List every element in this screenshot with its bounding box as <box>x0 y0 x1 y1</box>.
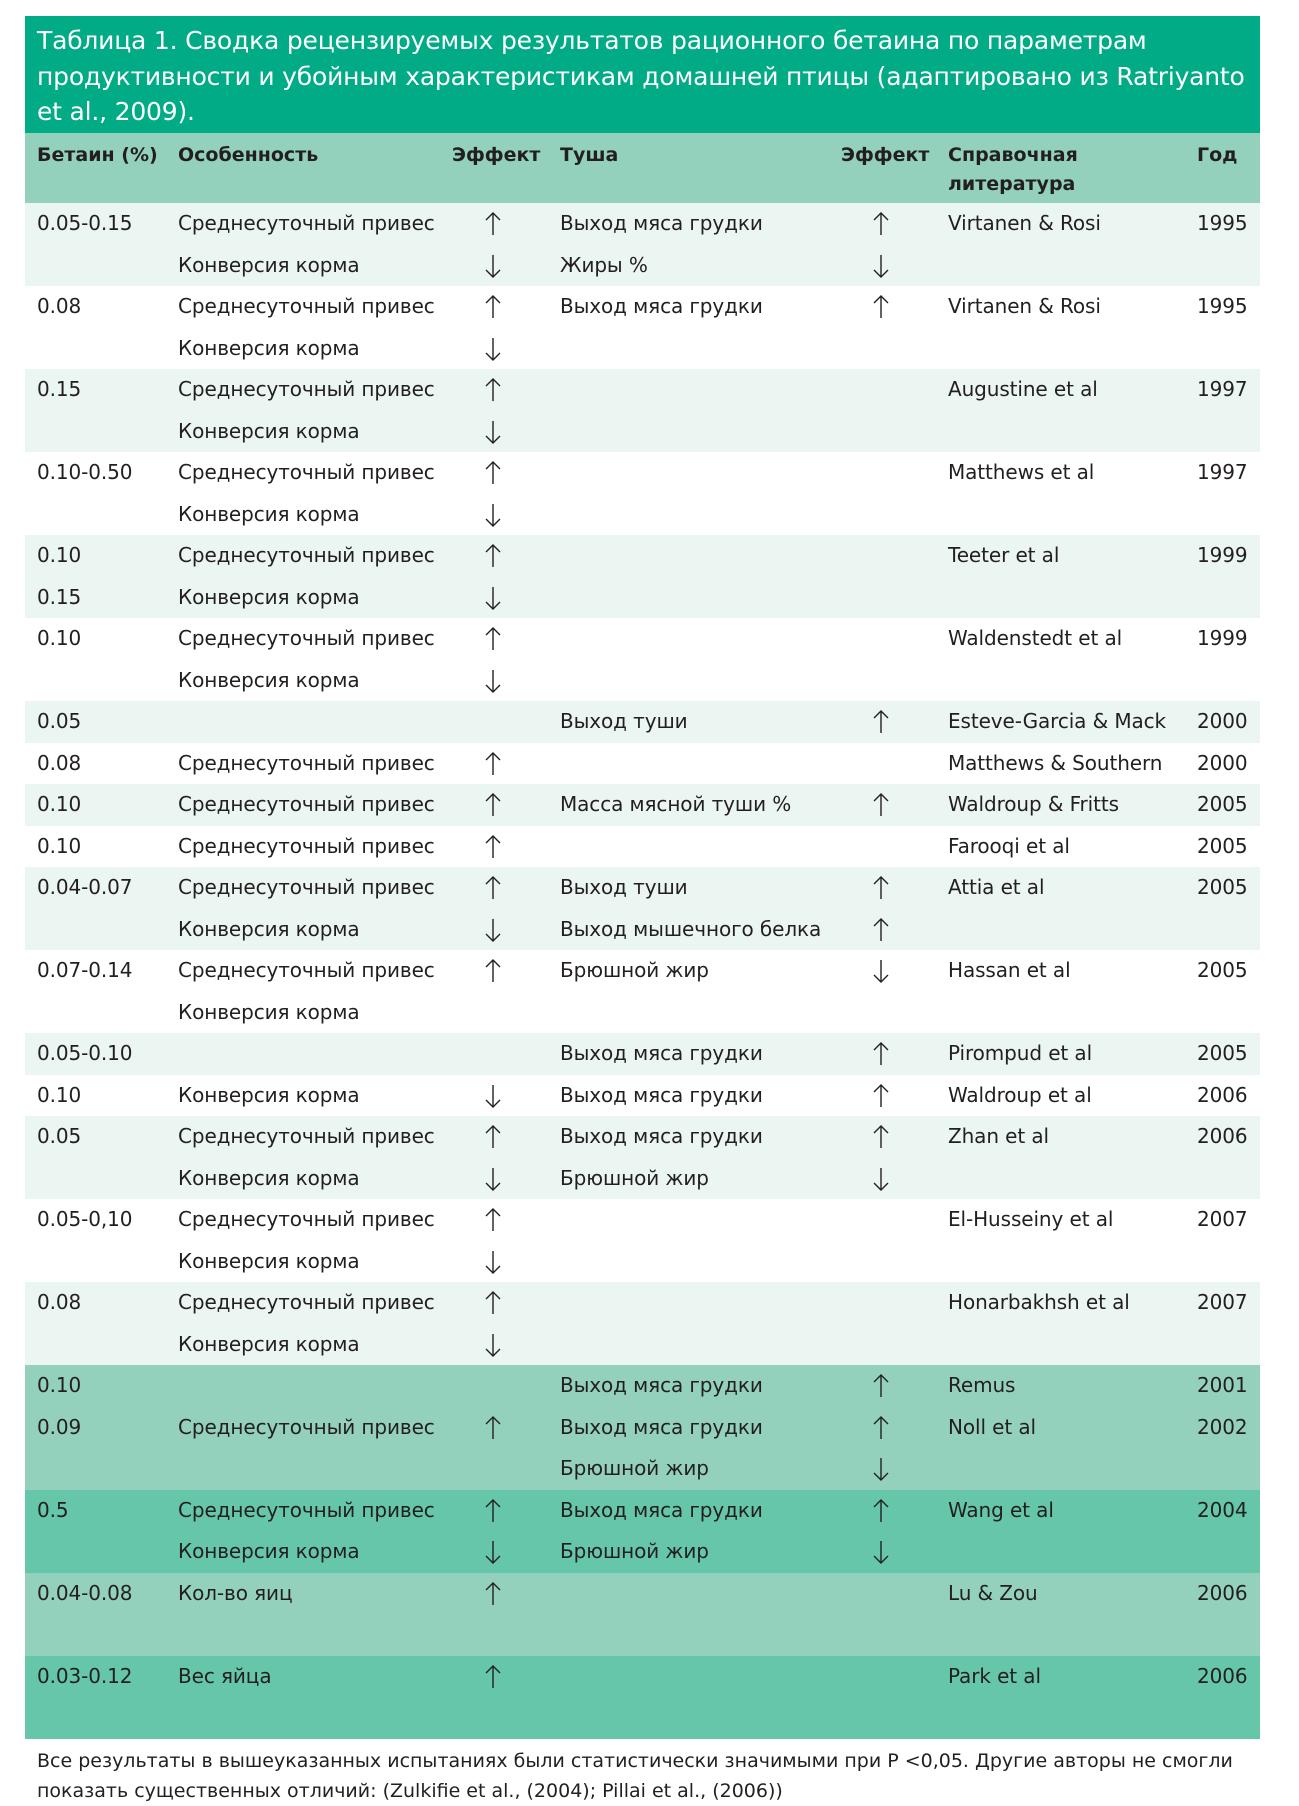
cell-reference: Remus <box>948 1373 1016 1397</box>
cell-feature: Среднесуточный привес <box>178 626 435 650</box>
cell-year: 2004 <box>1197 1497 1248 1522</box>
header-betaine: Бетаин (%) <box>37 144 158 166</box>
cell-betaine: 0.15 <box>37 584 82 609</box>
table-row <box>25 909 1260 951</box>
cell-carcass: Масса мясной туши % <box>560 792 792 816</box>
cell-feature: Среднесуточный привес <box>178 958 435 982</box>
table-row <box>25 286 1260 328</box>
header-effect-1: Эффект <box>452 144 541 166</box>
cell-betaine: 0.04-0.07 <box>37 875 133 899</box>
cell-feature: Конверсия корма <box>178 252 360 277</box>
cell-feature: Конверсия корма <box>178 1539 360 1563</box>
cell-carcass: Выход мяса грудки <box>560 1414 763 1439</box>
cell-betaine: 0.05-0,10 <box>37 1207 133 1231</box>
cell-carcass: Выход мяса грудки <box>560 1373 763 1397</box>
cell-betaine: 0.08 <box>37 294 82 318</box>
cell-betaine: 0.10-0.50 <box>37 460 133 484</box>
table-row <box>25 992 1260 1034</box>
table-row <box>25 369 1260 411</box>
cell-betaine: 0.10 <box>37 626 82 650</box>
cell-betaine: 0.05 <box>37 1124 82 1148</box>
table-row-group <box>25 950 1260 1033</box>
cell-carcass: Выход мяса грудки <box>560 1041 763 1065</box>
cell-feature: Конверсия корма <box>178 335 360 360</box>
table-row-group <box>25 701 1260 743</box>
table-row <box>25 1531 1260 1573</box>
cell-betaine: 0.10 <box>37 1082 82 1107</box>
cell-feature: Конверсия корма <box>178 916 360 941</box>
cell-reference: Waldroup & Fritts <box>948 792 1119 816</box>
table-row <box>25 203 1260 245</box>
cell-feature: Конверсия корма <box>178 1248 360 1273</box>
cell-reference: Honarbakhsh et al <box>948 1290 1130 1314</box>
table-row-group <box>25 618 1260 701</box>
table-header <box>25 133 1260 203</box>
cell-year: 2000 <box>1197 709 1248 733</box>
cell-reference: Waldroup et al <box>948 1082 1092 1107</box>
cell-year: 2005 <box>1197 792 1248 816</box>
cell-reference: Lu & Zou <box>948 1580 1038 1605</box>
cell-reference: Wang et al <box>948 1497 1054 1522</box>
table-row <box>25 1365 1260 1407</box>
cell-carcass: Выход мяса грудки <box>560 294 763 318</box>
header-carcass: Туша <box>560 144 619 166</box>
footnote <box>37 1746 1267 1806</box>
cell-year: 1997 <box>1197 377 1248 401</box>
table-row <box>25 577 1260 619</box>
table-row-group <box>25 1490 1260 1573</box>
header-reference-line1: Справочная <box>948 144 1078 166</box>
cell-feature: Среднесуточный привес <box>178 1207 435 1231</box>
cell-feature: Среднесуточный привес <box>178 1290 435 1314</box>
cell-reference: Zhan et al <box>948 1124 1049 1148</box>
table-row <box>25 826 1260 868</box>
cell-reference: Matthews et al <box>948 460 1095 484</box>
cell-year: 1999 <box>1197 543 1248 567</box>
cell-feature: Среднесуточный привес <box>178 460 435 484</box>
cell-betaine: 0.05-0.10 <box>37 1041 133 1065</box>
cell-betaine: 0.5 <box>37 1497 69 1522</box>
cell-year: 2007 <box>1197 1207 1248 1231</box>
table-row <box>25 1614 1260 1656</box>
cell-year: 1995 <box>1197 211 1248 235</box>
table-row-group <box>25 1282 1260 1365</box>
cell-carcass: Выход мяса грудки <box>560 1082 763 1107</box>
cell-feature: Конверсия корма <box>178 1165 360 1190</box>
cell-reference: Noll et al <box>948 1414 1036 1439</box>
cell-carcass: Выход туши <box>560 875 688 899</box>
cell-year: 2000 <box>1197 750 1248 775</box>
table-row-group <box>25 203 1260 286</box>
table-row <box>25 535 1260 577</box>
table-row <box>25 1448 1260 1490</box>
cell-feature: Вес яйца <box>178 1663 272 1688</box>
table-row-group <box>25 826 1260 868</box>
table-row <box>25 1282 1260 1324</box>
cell-feature: Среднесуточный привес <box>178 1414 435 1439</box>
cell-year: 2005 <box>1197 875 1248 899</box>
table-row <box>25 1241 1260 1283</box>
header-feature: Особенность <box>178 144 319 166</box>
cell-year: 2006 <box>1197 1082 1248 1107</box>
cell-year: 2005 <box>1197 833 1248 858</box>
cell-betaine: 0.08 <box>37 1290 82 1314</box>
table-row <box>25 660 1260 702</box>
cell-feature: Среднесуточный привес <box>178 211 435 235</box>
cell-reference: Virtanen & Rosi <box>948 211 1101 235</box>
cell-reference: Farooqi et al <box>948 833 1070 858</box>
table-title-line: et al., 2009). <box>37 97 195 126</box>
cell-feature: Конверсия корма <box>178 584 360 609</box>
table-row <box>25 1158 1260 1200</box>
table-row-group <box>25 784 1260 826</box>
table-row-group <box>25 1075 1260 1117</box>
table-title-line: Таблица 1. Сводка рецензируемых результатов рационного бетаина по параметрам <box>37 26 1147 55</box>
cell-feature: Среднесуточный привес <box>178 294 435 318</box>
table-row-group <box>25 867 1260 950</box>
table-row <box>25 784 1260 826</box>
cell-year: 2006 <box>1197 1663 1248 1688</box>
cell-feature: Конверсия корма <box>178 667 360 692</box>
cell-betaine: 0.04-0.08 <box>37 1580 133 1605</box>
table-row <box>25 1656 1260 1698</box>
cell-betaine: 0.15 <box>37 377 82 401</box>
cell-feature: Среднесуточный привес <box>178 750 435 775</box>
cell-betaine: 0.05 <box>37 709 82 733</box>
table-title-line: продуктивности и убойным характеристикам домашней птицы (адаптировано из Ratriyanto <box>37 61 1245 91</box>
cell-carcass: Выход мяса грудки <box>560 211 763 235</box>
cell-reference: Park et al <box>948 1663 1041 1688</box>
cell-feature: Среднесуточный привес <box>178 1497 435 1522</box>
cell-feature: Среднесуточный привес <box>178 833 435 858</box>
cell-year: 2001 <box>1197 1373 1248 1397</box>
table-row <box>25 452 1260 494</box>
table-row <box>25 1075 1260 1117</box>
table-row <box>25 1407 1260 1449</box>
table-row-group <box>25 1033 1260 1075</box>
cell-betaine: 0.08 <box>37 750 82 775</box>
table-row <box>25 950 1260 992</box>
cell-year: 2007 <box>1197 1290 1248 1314</box>
table-row-group <box>25 743 1260 785</box>
table-row <box>25 1573 1260 1615</box>
cell-carcass: Брюшной жир <box>560 958 709 982</box>
cell-year: 1999 <box>1197 626 1248 650</box>
cell-betaine: 0.10 <box>37 792 82 816</box>
cell-reference: Hassan et al <box>948 958 1071 982</box>
table-row <box>25 1324 1260 1366</box>
footnote-line: показать существенных отличий: (Zulkifie et al., (2004); Pillai et al., (2006)) <box>37 1780 783 1802</box>
cell-betaine: 0.10 <box>37 543 82 567</box>
table-row-group <box>25 1573 1260 1656</box>
cell-carcass: Жиры % <box>560 252 648 277</box>
cell-feature: Среднесуточный привес <box>178 377 435 401</box>
header-effect-2: Эффект <box>841 144 930 166</box>
cell-feature: Конверсия корма <box>178 1082 360 1107</box>
summary-table <box>25 16 1260 1739</box>
table-row <box>25 1199 1260 1241</box>
cell-feature: Среднесуточный привес <box>178 1124 435 1148</box>
cell-feature: Конверсия корма <box>178 1331 360 1356</box>
cell-reference: Matthews & Southern <box>948 750 1163 775</box>
cell-year: 2006 <box>1197 1124 1248 1148</box>
cell-reference: Virtanen & Rosi <box>948 294 1101 318</box>
table-row <box>25 1033 1260 1075</box>
cell-carcass: Брюшной жир <box>560 1539 709 1563</box>
cell-year: 2005 <box>1197 1041 1248 1065</box>
table-body <box>25 203 1260 1739</box>
cell-reference: Esteve-Garcia & Mack <box>948 709 1167 733</box>
cell-reference: Attia et al <box>948 875 1045 899</box>
table-row <box>25 743 1260 785</box>
cell-year: 2006 <box>1197 1580 1248 1605</box>
cell-feature: Конверсия корма <box>178 501 360 526</box>
table-row-group <box>25 1199 1260 1282</box>
table-row-group <box>25 369 1260 452</box>
header-reference <box>948 141 1078 199</box>
cell-feature: Среднесуточный привес <box>178 543 435 567</box>
cell-carcass: Выход мяса грудки <box>560 1124 763 1148</box>
cell-carcass: Брюшной жир <box>560 1456 709 1480</box>
cell-year: 1997 <box>1197 460 1248 484</box>
cell-betaine: 0.07-0.14 <box>37 958 133 982</box>
cell-feature: Среднесуточный привес <box>178 792 435 816</box>
table-row-group <box>25 1365 1260 1490</box>
table-row <box>25 701 1260 743</box>
table-row <box>25 411 1260 453</box>
table-row-group <box>25 1116 1260 1199</box>
cell-betaine: 0.10 <box>37 833 82 858</box>
header-year: Год <box>1197 144 1238 166</box>
table-row-group <box>25 286 1260 369</box>
cell-reference: Augustine et al <box>948 377 1098 401</box>
table-row <box>25 245 1260 287</box>
cell-feature: Кол-во яиц <box>178 1580 293 1605</box>
cell-betaine: 0.05-0.15 <box>37 211 133 235</box>
cell-reference: Pirompud et al <box>948 1041 1093 1065</box>
table-row-group <box>25 452 1260 535</box>
cell-reference: El-Husseiny et al <box>948 1207 1114 1231</box>
cell-carcass: Выход мышечного белка <box>560 916 822 941</box>
table-row-group <box>25 1656 1260 1739</box>
table-row <box>25 1116 1260 1158</box>
table-row-group <box>25 535 1260 618</box>
cell-betaine: 0.10 <box>37 1373 82 1397</box>
cell-betaine: 0.09 <box>37 1414 82 1439</box>
table-title <box>25 16 1260 133</box>
cell-carcass: Выход туши <box>560 709 688 733</box>
table-row <box>25 494 1260 536</box>
cell-feature: Конверсия корма <box>178 418 360 443</box>
table-row <box>25 1697 1260 1739</box>
cell-feature: Среднесуточный привес <box>178 875 435 899</box>
table-row <box>25 618 1260 660</box>
table-row <box>25 867 1260 909</box>
cell-reference: Teeter et al <box>948 543 1060 567</box>
footnote-line: Все результаты в вышеуказанных испытаниях были статистически значимыми при P <0,05. Другие авторы не смогли <box>37 1750 1233 1772</box>
cell-betaine: 0.03-0.12 <box>37 1663 133 1688</box>
cell-year: 2005 <box>1197 958 1248 982</box>
cell-feature: Конверсия корма <box>178 999 360 1024</box>
cell-carcass: Выход мяса грудки <box>560 1497 763 1522</box>
header-reference-line2: литература <box>948 173 1076 195</box>
cell-year: 2002 <box>1197 1414 1248 1439</box>
table-row <box>25 1490 1260 1532</box>
cell-year: 1995 <box>1197 294 1248 318</box>
cell-carcass: Брюшной жир <box>560 1165 709 1190</box>
cell-reference: Waldenstedt et al <box>948 626 1123 650</box>
table-row <box>25 328 1260 370</box>
